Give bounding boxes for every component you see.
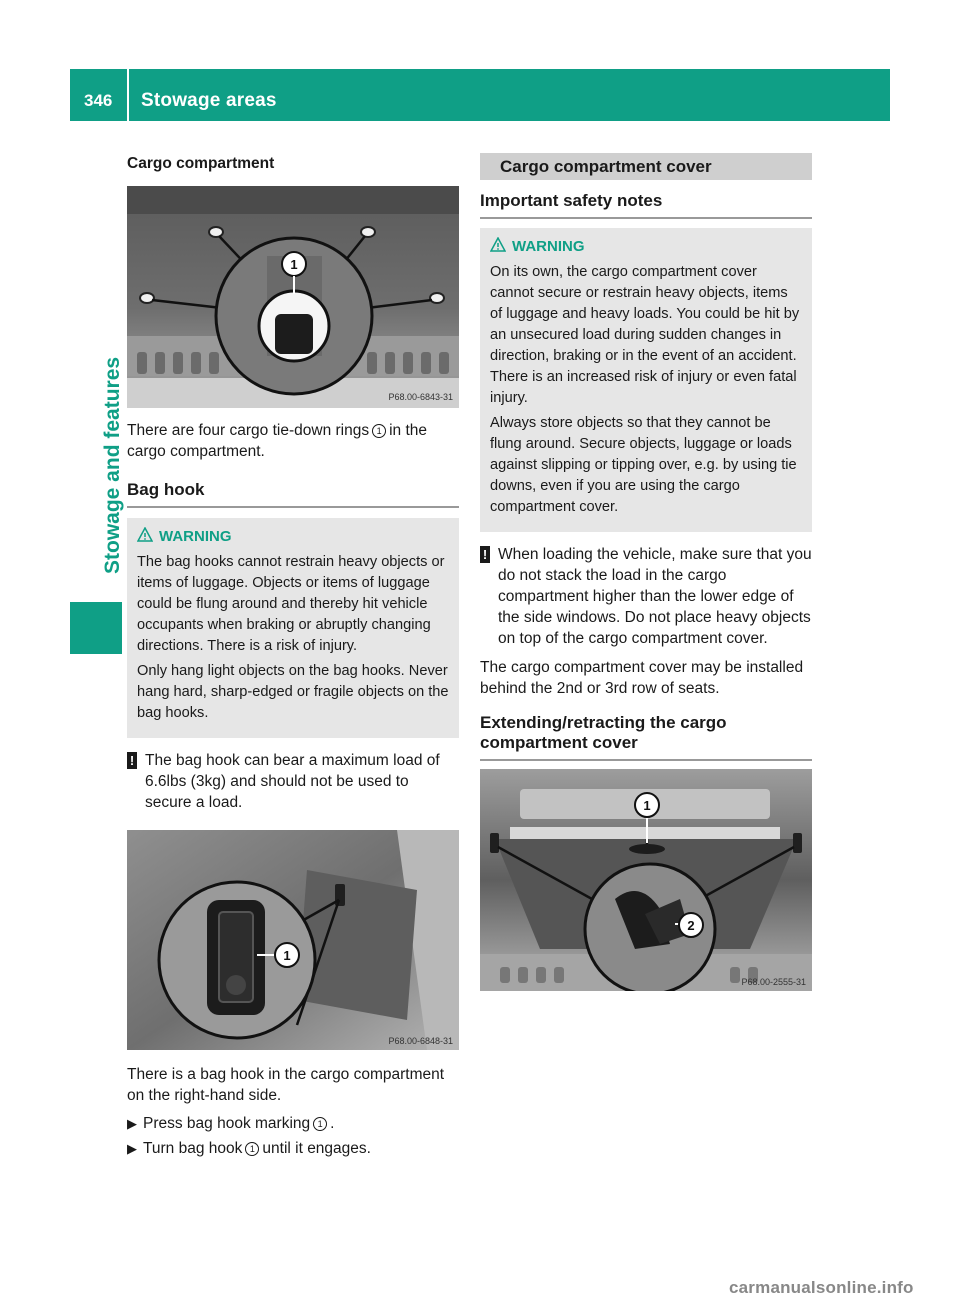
side-tab[interactable] bbox=[86, 128, 124, 598]
bag-hook-warning bbox=[127, 518, 459, 738]
callout-marker-1: 1 bbox=[372, 424, 386, 438]
bag-hook-note-text: The bag hook can bear a maximum load of 6.6lbs (3kg) and should not be used to secure a load. bbox=[145, 752, 440, 811]
warning-title bbox=[512, 238, 802, 255]
callout-1: 1 bbox=[283, 948, 291, 963]
warning-triangle-icon bbox=[137, 527, 153, 543]
bag-hook-heading: Bag hook bbox=[127, 480, 459, 508]
cargo-cover-heading: Cargo compartment cover bbox=[480, 153, 812, 180]
header-divider bbox=[127, 69, 129, 121]
bag-hook-photo bbox=[127, 830, 459, 1050]
warning-title-text: WARNING bbox=[512, 238, 585, 255]
cargo-compartment-heading: Cargo compartment bbox=[127, 155, 275, 172]
warning-paragraph-1: The bag hooks cannot restrain heavy objects or items of luggage. Objects or items of luggage could be flung around and thereby hit vehicle occupants when braking or abruptly changing directions. There is a risk of injury. bbox=[137, 554, 445, 654]
warning-paragraph-2: Only hang light objects on the bag hooks. Never hang hard, sharp-edged or fragile objects on the bag hooks. bbox=[137, 663, 449, 721]
exclamation-icon: ! bbox=[480, 546, 490, 563]
tie-down-text bbox=[127, 420, 459, 462]
cover-note bbox=[480, 544, 812, 649]
photo-code-3: P68.00-2555-31 bbox=[741, 977, 806, 987]
safety-notes-heading: Important safety notes bbox=[480, 191, 812, 219]
step-2-text-b: until it engages. bbox=[262, 1140, 371, 1157]
side-tab-block bbox=[70, 602, 122, 654]
callout-marker-1: 1 bbox=[313, 1117, 327, 1131]
page-number: 346 bbox=[84, 91, 113, 110]
callout-1: 1 bbox=[643, 798, 651, 813]
photo-code-1: P68.00-6843-31 bbox=[388, 392, 453, 402]
callout-2: 2 bbox=[687, 918, 695, 933]
tie-down-rings-photo bbox=[127, 186, 459, 408]
warning-triangle-icon bbox=[490, 237, 506, 253]
cover-warning bbox=[480, 228, 812, 532]
warning-title bbox=[159, 528, 449, 545]
tie-down-text-a: There are four cargo tie-down rings bbox=[127, 422, 370, 439]
step-arrow-icon: ▶ bbox=[127, 1116, 137, 1131]
callout-marker-1: 1 bbox=[245, 1142, 259, 1156]
step-1-text-b: . bbox=[330, 1115, 335, 1132]
step-1 bbox=[127, 1113, 459, 1134]
step-1-text-a: Press bag hook marking bbox=[143, 1115, 311, 1132]
footer-watermark[interactable]: carmanualsonline.info bbox=[729, 1278, 914, 1297]
cover-note-text: When loading the vehicle, make sure that you do not stack the load in the cargo compartment higher than the lower edge of the side windows. Do not place heavy objects on top of the cargo compartment cover. bbox=[498, 546, 812, 647]
photo-code-2: P68.00-6848-31 bbox=[388, 1036, 453, 1046]
right-column bbox=[480, 153, 812, 991]
extend-retract-heading: Extending/retracting the cargo compartment cover bbox=[480, 713, 812, 761]
left-column bbox=[127, 153, 459, 1163]
bag-hook-note bbox=[127, 750, 459, 813]
step-2-text-a: Turn bag hook bbox=[143, 1140, 243, 1157]
install-text: The cargo compartment cover may be installed behind the 2nd or 3rd row of seats. bbox=[480, 659, 804, 697]
tie-down-text-b: in the cargo compartment. bbox=[127, 422, 428, 460]
exclamation-icon: ! bbox=[127, 752, 137, 769]
section-title: Stowage areas bbox=[141, 90, 277, 111]
warning-title-text: WARNING bbox=[159, 528, 232, 545]
warning-paragraph-2: Always store objects so that they cannot be flung around. Secure objects, luggage or loads against slipping or tipping over, e.g. by using tie downs, even if you are using the cargo compartment cover. bbox=[490, 415, 797, 515]
bag-hook-location-text: There is a bag hook in the cargo compartment on the right-hand side. bbox=[127, 1066, 445, 1104]
warning-paragraph-1: On its own, the cargo compartment cover cannot secure or restrain heavy objects, items of luggage and heavy loads. You could be hit by an unsecured load during sudden changes in direction, braking or in the event of an accident. There is an increased risk of injury or even fatal injury. bbox=[490, 264, 800, 406]
callout-1: 1 bbox=[290, 257, 298, 272]
side-tab-label: Stowage and features bbox=[101, 356, 124, 574]
step-arrow-icon: ▶ bbox=[127, 1141, 137, 1156]
cargo-cover-photo bbox=[480, 769, 812, 991]
step-2 bbox=[127, 1138, 459, 1159]
